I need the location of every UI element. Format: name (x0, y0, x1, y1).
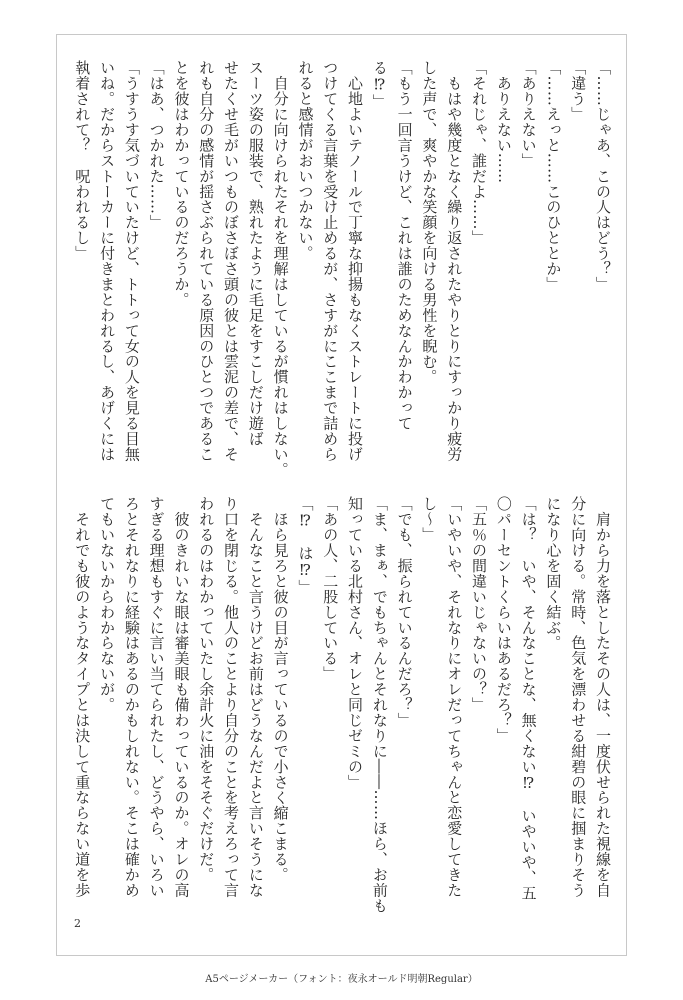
text-column: れも自分の感情が揺さぶられている原因のひとつであるこ (197, 60, 216, 462)
text-column: 心地よいテノールで丁寧な抑揚もなくストレートに投げ (346, 60, 365, 462)
text-column: る⁉」 (370, 60, 389, 110)
text-column: 「はあ、つかれた……」 (147, 60, 166, 230)
text-column: 「は？ いや、そんなことな、無くない⁉ いやいや、五 (519, 496, 538, 901)
text-column: つけてくる言葉を受け止めるが、さすがにここまで詰めら (321, 60, 340, 462)
text-column: スーツ姿の服装で、熟れたように毛足をすこしだけ遊ば (246, 60, 265, 447)
text-column: になり心を固く結ぶ。 (544, 496, 563, 651)
text-column: 「⁉ は⁉」 (296, 496, 315, 595)
text-column: せたくせ毛がいつものぼさぼさ頭の彼とは雲泥の差で、そ (222, 60, 241, 462)
text-column: 肩から力を落としたその人は、一度伏せられた視線を自 (594, 496, 612, 898)
text-column: 「違う」 (569, 60, 588, 122)
text-column: 「もう一回言うけど、これは誰のためなんかわかって (395, 60, 414, 431)
text-column: 「……えっと……このひととか」 (544, 60, 563, 292)
text-column: 分に向ける。常時、色気を漂わせる紺碧の眼に掴まりそう (569, 496, 588, 898)
text-column: 彼のきれいな眼は審美眼も備わっているのか。オレの高 (172, 496, 191, 898)
upper-text-block (69, 60, 615, 480)
text-column: 「それじゃ、誰だよ……」 (470, 60, 489, 246)
text-column: 自分に向けられたそれを理解はしているが慣れはしない。 (271, 60, 290, 478)
text-column: とを彼はわかっているのだろうか。 (172, 60, 191, 308)
text-column: し～」 (420, 496, 439, 543)
page-number: 2 (74, 917, 81, 930)
text-column: ろとそれなりに経験はあるのかもしれない。そこは確かめ (122, 496, 141, 898)
text-column: すぎる理想もすぐに言い当てられたし、どうやら、いろい (147, 496, 166, 898)
text-column: ほら見ろと彼の目が言っているので小さく縮こまる。 (271, 496, 290, 883)
text-column: 「ありえない」 (519, 60, 538, 169)
text-column: 「いやいや、それなりにオレだってちゃんと恋愛してきた (445, 496, 464, 898)
text-column: てもいないからわからないが。 (98, 496, 117, 713)
text-column: した声で、爽やかな笑顔を向ける男性を睨む。 (420, 60, 439, 385)
text-column: 「うすうす気づいていたけど、トトって女の人を見る目無 (122, 60, 141, 462)
text-column: いね。だからストーカーに付きまとわれるし、あげくには (98, 60, 117, 462)
page-caption: A5ページメーカー（フォント：夜永オールド明朝Regular） (205, 974, 478, 985)
text-column: ありえない…… (494, 60, 513, 184)
text-column: り口を閉じる。他人のことより自分のことを考えろって言 (222, 496, 241, 898)
text-column: 「でも、振られているんだろ？」 (395, 496, 414, 728)
text-column: 知っている北村さん、オレと同じゼミの」 (346, 496, 365, 790)
text-column: 「ま、まぁ、でもちゃんとそれなりに――……ほら、お前も (370, 496, 389, 914)
lower-text-block (69, 496, 615, 916)
text-column: 〇パーセントくらいはあるだろ？」 (494, 496, 513, 744)
text-column: 「あの人、二股している」 (321, 496, 340, 682)
text-column: 「五％の間違いじゃないの？」 (470, 496, 489, 713)
text-column: そんなこと言うけどお前はどうなんだよと言いそうにな (246, 496, 265, 898)
text-column: われるのはわかっていたし余計火に油をそそぐだけだ。 (197, 496, 216, 883)
text-column: それでも彼のようなタイプとは決して重ならない道を歩 (73, 496, 92, 898)
text-column: もはや幾度となく繰り返されたやりとりにすっかり疲労 (445, 60, 464, 462)
text-column: 「……じゃあ、この人はどう？」 (594, 60, 612, 292)
text-column: 執着されて？ 呪われるし」 (73, 60, 92, 261)
text-column: れると感情がおいつかない。 (296, 60, 315, 261)
